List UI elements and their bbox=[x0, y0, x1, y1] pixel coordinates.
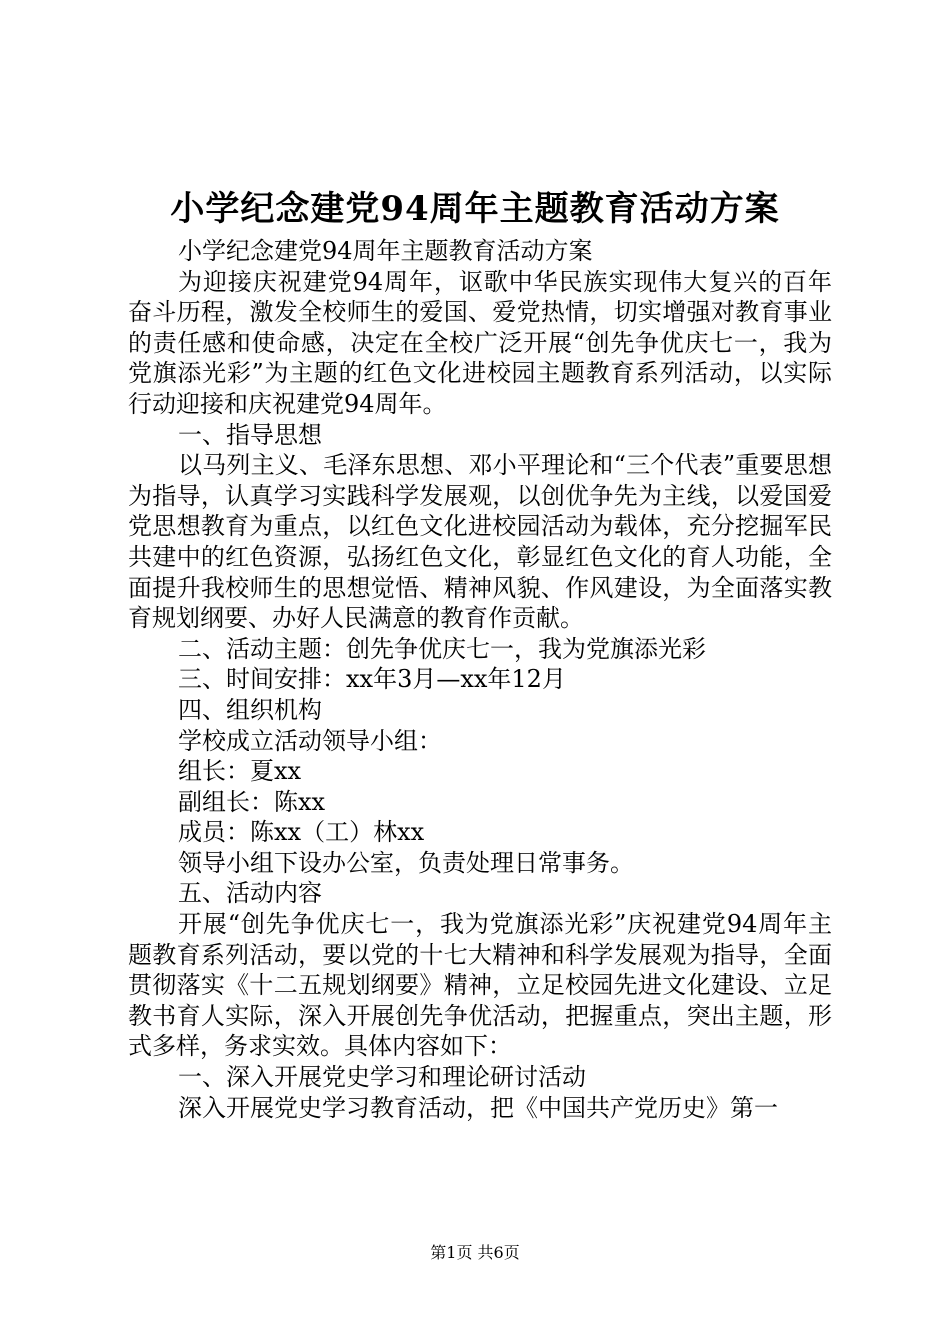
subtitle-paragraph: 小学纪念建党94周年主题教育活动方案 bbox=[178, 237, 593, 265]
text-line: 学校成立活动领导小组： bbox=[178, 726, 442, 755]
text-line: 组长：夏xx bbox=[178, 757, 302, 786]
text-line: 副组长：陈xx bbox=[178, 787, 326, 816]
section-heading: 二、活动主题：创先争优庆七一，我为党旗添光彩 bbox=[178, 634, 706, 663]
section-heading: 三、时间安排：xx年3月—xx年12月 bbox=[178, 665, 566, 694]
section-heading: 一、指导思想 bbox=[178, 420, 322, 449]
intro-paragraph: 为迎接庆祝建党94周年，讴歌中华民族实现伟大复兴的百年奋斗历程，激发全校师生的爱国、爱党热情，切实增强对教育事业的责任感和使命感，决定在全校广泛开展“创先争优庆七一，我为党旗添光彩”为主题的红色文化进校园主题教育系列活动，以实际行动迎接和庆祝建党94周年。 bbox=[128, 267, 832, 418]
page-footer: 第1页 共6页 bbox=[430, 1243, 520, 1262]
document-title: 小学纪念建党94周年主题教育活动方案 bbox=[170, 189, 780, 229]
section-heading: 四、组织机构 bbox=[178, 695, 322, 724]
section-heading: 一、深入开展党史学习和理论研讨活动 bbox=[178, 1063, 586, 1092]
body-paragraph: 深入开展党史学习教育活动，把《中国共产党历史》第一 bbox=[178, 1093, 778, 1122]
section-heading: 五、活动内容 bbox=[178, 879, 322, 908]
text-line: 成员：陈xx（工）林xx bbox=[178, 818, 425, 847]
document-body bbox=[128, 236, 832, 1123]
body-paragraph: 以马列主义、毛泽东思想、邓小平理论和“三个代表”重要思想为指导，认真学习实践科学发展观，以创优争先为主线，以爱国爱党思想教育为重点，以红色文化进校园活动为载体，充分挖掘军民共建中的红色资源，弘扬红色文化，彰显红色文化的育人功能，全面提升我校师生的思想觉悟、精神风貌、作风建设，为全面落实教育规划纲要、办好人民满意的教育作贡献。 bbox=[128, 451, 832, 633]
body-paragraph: 开展“创先争优庆七一，我为党旗添光彩”庆祝建党94周年主题教育系列活动，要以党的十七大精神和科学发展观为指导，全面贯彻落实《十二五规划纲要》精神，立足校园先进文化建设、立足教书育人实际，深入开展创先争优活动，把握重点，突出主题，形式多样，务求实效。具体内容如下： bbox=[128, 910, 832, 1061]
text-line: 领导小组下设办公室，负责处理日常事务。 bbox=[178, 848, 634, 877]
